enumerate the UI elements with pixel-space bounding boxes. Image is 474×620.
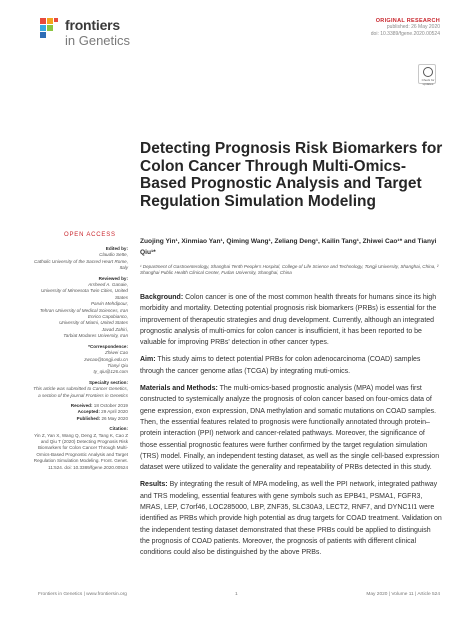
methods-label: Materials and Methods: [140,385,218,393]
aim-text: This study aims to detect potential PRBs for colon adenocarcinoma (COAD) samples through the cancer genome atlas (TCGA) by integrating muti-omics. [140,356,421,375]
reviewer-name: Arsheed A. Ganaie, [88,282,128,288]
reviewer-name: Parvin Mehdipour, [90,301,128,307]
reviewer-name: Enrico Capobianco, [87,314,128,320]
corresponding-author-name: Tianyi Qiu [107,362,128,368]
correspondence-label: *Correspondence: [88,343,128,349]
journal-name: frontiers [65,17,120,33]
editor-affiliation: Catholic University of the Sacred Heart Rome, Italy [34,258,128,271]
editor-name: Claudio Sette, [99,252,128,258]
published-date: 26 May 2020 [101,415,128,421]
citation-label: Citation: [109,426,128,432]
abstract-background [140,292,442,348]
article-meta [240,18,440,38]
reviewer-affiliation: University of Minnesota Twin Cities, United States [41,288,128,300]
journal-subname: in Genetics [65,33,131,48]
reviewed-by-label: Reviewed by: [98,275,128,281]
reviewer-affiliation: Tehran University of Medical Sciences, Iran [39,307,128,313]
abstract-methods [140,383,442,473]
check-updates-icon [423,67,433,77]
published-line: published: 26 May 2020 [386,24,440,30]
check-updates-label: Check for updates [421,78,435,86]
background-text: Colon cancer is one of the most common health threats for humans since its high morbidity and mortality. Detecting potential prognosis risk biomarkers (PRBs) is essential for the improvement of therapeutic strategies and drug development. Currently, although an integrated prognostic analysis of multi-omics for colon cancer is insufficient, it has been reported to be valuable for improving PRBs' detection in other cancer types. [140,294,437,347]
article-title: Detecting Prognosis Risk Biomarkers for Colon Cancer Through Multi-Omics-Based Prognostic Analysis and Target Regulation Simulation Modeling [140,140,443,210]
abstract [140,292,442,565]
specialty-section-text: This article was submitted to Cancer Genetics, a section of the journal Frontiers in Genetics [33,386,128,398]
page-footer [38,592,440,600]
reviewer-affiliation: University of Miami, United States [59,320,128,326]
author-list: Zuojing Yin¹, Xinmiao Yan¹, Qiming Wang¹, Zeliang Deng¹, Kailin Tang¹, Zhiwei Cao¹* and Tianyi Qiu¹* [140,238,437,256]
published-label: Published: [76,415,101,421]
open-access-label[interactable]: OPEN ACCESS [64,232,116,238]
reviewer-affiliation: Tarbiat Modares University, Iran [63,333,128,339]
citation-text: Yin Z, Yan X, Wang Q, Deng Z, Tang K, Cao Z and Qiu T (2020) Detecting Prognosis Risk Biomarkers for Colon Cancer Through Multi-Omics-Based Prognostic Analysis and Target Regulation Simulation Modeling. Front. Genet. 11:524. doi: 10.3389/fgene.2020.00524 [33,432,128,470]
results-text: By integrating the result of MPA modeling, as well the PPI network, integrated pathway and TRS modeling, essential features with gene symbols such as EPB41, PSMA1, FGFR3, MRAS, LEP, C7orf46, LOC285000, LBP, ZNF35, SLC30A3, LECT2, RNF7, and DYNC1I1 were identified as PRBs which provide high potential as drug targets for COAD treatment. Validation on the independent testing dataset demonstrated that these PRBs could be applied to distinguish the prognosis of COAD patients. Moreover, the prognosis of patients with different clinical conditions could also be distinguished by the above PRBs. [140,481,442,557]
abstract-aim [140,354,442,377]
background-label: Background: [140,294,184,301]
specialty-section-label: Specialty section: [88,379,128,385]
footer-journal-link[interactable]: Frontiers in Genetics | www.frontiersin.org [38,592,127,597]
article-info-sidebar [30,246,128,471]
corresponding-author-email[interactable]: ty_qiu@126.com [93,369,128,375]
accepted-date: 29 April 2020 [101,409,128,415]
abstract-results [140,479,442,558]
corresponding-author-name: Zhiwei Cao [105,350,128,356]
edited-by-label: Edited by: [105,246,128,251]
results-label: Results: [140,481,168,489]
received-date: 18 October 2019 [93,402,128,408]
aim-label: Aim: [140,356,156,364]
reviewer-name: Javad Zahiri, [101,326,128,332]
journal-logo[interactable] [38,14,148,50]
received-label: Received: [70,402,93,408]
author-affiliations: ¹ Department of Gastroenterology, Shanghai Tenth People's Hospital, College of Life Science and Technology, Tongji University, Shanghai, China, ² Shanghai Public Health Clinical Center, Fudan University, Shanghai, China [140,264,439,276]
corresponding-author-email[interactable]: zwcao@tongji.edu.cn [84,356,128,362]
frontiers-logo-icon [38,16,62,48]
check-for-updates-button[interactable] [418,64,436,84]
article-type: ORIGINAL RESEARCH [375,18,440,24]
accepted-label: Accepted: [77,409,100,415]
footer-volume-info: May 2020 | Volume 11 | Article 524 [366,592,440,597]
doi-line[interactable]: doi: 10.3389/fgene.2020.00524 [370,31,440,37]
methods-text: The multi-omics-based prognostic analysis (MPA) model was first constructed to systemically analyze the prognosis of colon cancer based on four-omics data of gene expression, exon expression, DNA methylation and somatic mutations on COAD samples. Then, the essential features related to prognosis were functionally annotated through protein–protein interaction (PPI) network and cancer-related pathways. Moreover, the significance of those essential prognostic features were further confirmed by the target regulation simulation (TRS) model. Finally, an independent testing dataset, as well as the single cell-based expression dataset were utilized to validate the generality and repeatability of PRBs detected in this study. [140,385,440,472]
page-number: 1 [235,592,238,597]
